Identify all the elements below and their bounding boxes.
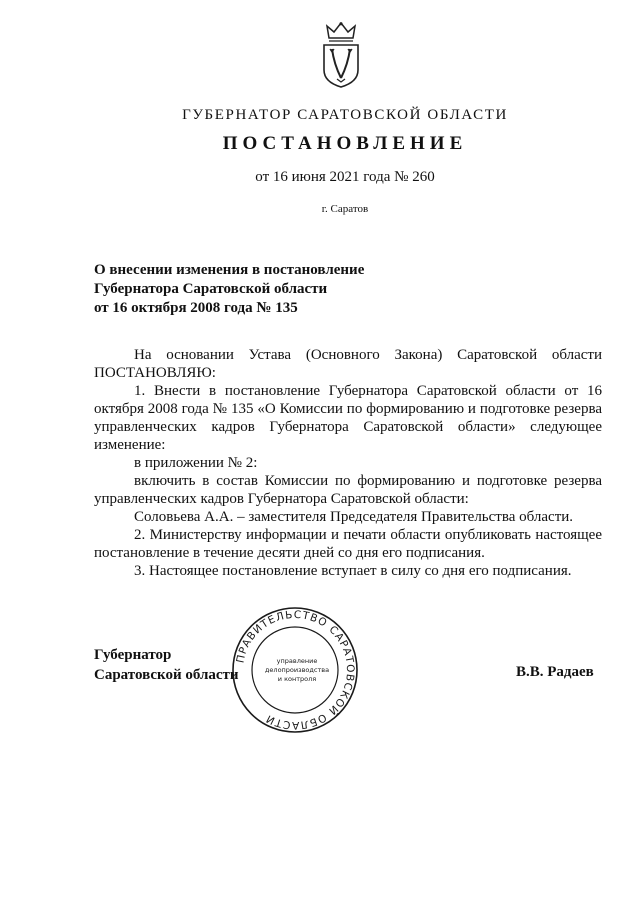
subject-line-3: от 16 октября 2008 года № 135 xyxy=(94,300,298,316)
official-stamp xyxy=(230,605,360,735)
date-and-number: от 16 июня 2021 года № 260 xyxy=(255,169,435,185)
member-paragraph: Соловьева А.А. – заместителя Председателя Правительства области. xyxy=(134,509,574,525)
stamp-ring-text: ПРАВИТЕЛЬСТВО САРАТОВСКОЙ ОБЛАСТИ xyxy=(234,608,357,732)
issuing-authority: ГУБЕРНАТОР САРАТОВСКОЙ ОБЛАСТИ xyxy=(182,107,508,123)
saratov-coat-of-arms-icon xyxy=(319,22,363,88)
document-body xyxy=(94,346,602,580)
item-3-paragraph: 3. Настоящее постановление вступает в силу со дня его подписания. xyxy=(134,563,572,579)
subject-line-1: О внесении изменения в постановление xyxy=(94,262,365,278)
signatory-title-line-1: Губернатор xyxy=(94,647,172,663)
preamble-paragraph: На основании Устава (Основного Закона) Саратовской области ПОСТАНОВЛЯЮ: xyxy=(94,347,602,381)
appendix-paragraph: в приложении № 2: xyxy=(134,455,258,471)
city: г. Саратов xyxy=(321,203,369,215)
include-paragraph: включить в состав Комиссии по формированию и подготовке резерва управленческих кадров Губернатора Саратовской области: xyxy=(94,473,602,507)
signatory-title-line-2: Саратовской области xyxy=(94,667,239,683)
document-type: ПОСТАНОВЛЕНИЕ xyxy=(222,133,468,154)
signatory-name: В.В. Радаев xyxy=(516,664,594,680)
stamp-center-line-2: делопроизводства xyxy=(264,666,330,674)
stamp-center-line-3: и контроля xyxy=(277,675,317,683)
stamp-center-line-1: управление xyxy=(276,657,318,665)
item-2-paragraph: 2. Министерству информации и печати области опубликовать настоящее постановление в течение десяти дней со дня его подписания. xyxy=(94,527,602,561)
item-1-paragraph: 1. Внести в постановление Губернатора Саратовской области от 16 октября 2008 года № 135 «О Комиссии по формированию и подготовке резерва управленческих кадров Губернатора Саратовской области» следующее изменение: xyxy=(94,383,602,453)
subject-line-2: Губернатора Саратовской области xyxy=(94,281,328,297)
document-subject xyxy=(94,261,414,318)
